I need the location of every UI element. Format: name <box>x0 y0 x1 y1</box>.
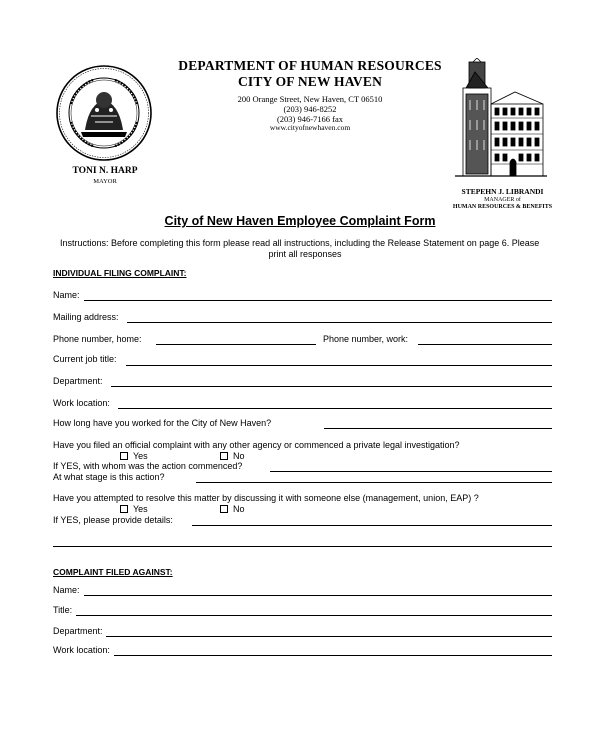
resolve-details-field-line2[interactable] <box>53 546 552 547</box>
q1-yes-checkbox[interactable] <box>120 452 128 460</box>
website: www.cityofnewhaven.com <box>269 123 351 132</box>
other-complaint-question: Have you filed an official complaint with any other agency or commenced a private legal investigation? <box>53 440 460 450</box>
section-individual-heading: INDIVIDUAL FILING COMPLAINT: <box>53 268 187 278</box>
action-stage-field[interactable] <box>196 482 552 483</box>
mayor-title: MAYOR <box>93 178 117 185</box>
q1-no-option[interactable] <box>220 451 245 461</box>
q1-no-checkbox[interactable] <box>220 452 228 460</box>
city-seal-icon <box>55 64 153 162</box>
against-work-location-label: Work location: <box>53 645 110 655</box>
against-title-label: Title: <box>53 605 73 615</box>
against-name-label: Name: <box>53 585 80 595</box>
against-work-location-field[interactable] <box>114 655 552 656</box>
city-seal <box>55 64 153 162</box>
q1-yes-option[interactable] <box>120 451 148 461</box>
manager-department: HUMAN RESOURCES & BENEFITS <box>452 204 553 210</box>
mailing-address-label: Mailing address: <box>53 312 119 322</box>
fax: (203) 946-7166 fax <box>276 114 344 124</box>
q2-yes-label: Yes <box>133 504 148 514</box>
city-name: CITY OF NEW HAVEN <box>237 74 383 89</box>
q2-no-checkbox[interactable] <box>220 505 228 513</box>
instructions-line1: Instructions: Before completing this form please read all instructions, including the Release Statement on page 6. Please <box>60 238 540 248</box>
city-hall-icon <box>455 58 547 180</box>
manager-title: MANAGER of <box>484 197 521 203</box>
phone: (203) 946-8252 <box>283 104 337 114</box>
q2-yes-checkbox[interactable] <box>120 505 128 513</box>
mayor-name: TONI N. HARP <box>72 166 138 176</box>
work-location-label: Work location: <box>53 398 110 408</box>
resolve-question: Have you attempted to resolve this matter by discussing it with someone else (management, union, EAP) ? <box>53 493 479 503</box>
q2-no-option[interactable] <box>220 504 245 514</box>
phone-home-label: Phone number, home: <box>53 334 142 344</box>
section-against-heading: COMPLAINT FILED AGAINST: <box>53 567 173 577</box>
instructions-line2: print all responses <box>268 249 342 259</box>
name-label: Name: <box>53 290 80 300</box>
department-name: DEPARTMENT OF HUMAN RESOURCES <box>178 58 442 73</box>
against-department-field[interactable] <box>106 636 552 637</box>
city-hall-illustration <box>455 58 547 180</box>
resolve-details-field[interactable] <box>192 525 552 526</box>
phone-home-field[interactable] <box>156 344 316 345</box>
q1-no-label: No <box>233 451 245 461</box>
tenure-field[interactable] <box>324 428 552 429</box>
action-stage-label: At what stage is this action? <box>53 472 165 482</box>
with-whom-field[interactable] <box>270 471 552 472</box>
q1-yes-label: Yes <box>133 451 148 461</box>
manager-name: STEPEHN J. LIBRANDI <box>461 187 544 196</box>
work-location-field[interactable] <box>118 408 552 409</box>
phone-work-field[interactable] <box>418 344 552 345</box>
job-title-field[interactable] <box>126 365 552 366</box>
q2-yes-option[interactable] <box>120 504 148 514</box>
address: 200 Orange Street, New Haven, CT 06510 <box>237 94 383 104</box>
name-field[interactable] <box>84 300 552 301</box>
job-title-label: Current job title: <box>53 354 117 364</box>
against-department-label: Department: <box>53 626 103 636</box>
against-title-field[interactable] <box>76 615 552 616</box>
q2-no-label: No <box>233 504 245 514</box>
form-title: City of New Haven Employee Complaint Form <box>164 214 436 228</box>
with-whom-label: If YES, with whom was the action commenced? <box>53 461 243 471</box>
mailing-address-field[interactable] <box>127 322 552 323</box>
resolve-details-label: If YES, please provide details: <box>53 515 173 525</box>
against-name-field[interactable] <box>84 595 552 596</box>
tenure-label: How long have you worked for the City of New Haven? <box>53 418 272 428</box>
phone-work-label: Phone number, work: <box>323 334 409 344</box>
department-label: Department: <box>53 376 103 386</box>
department-field[interactable] <box>111 386 552 387</box>
